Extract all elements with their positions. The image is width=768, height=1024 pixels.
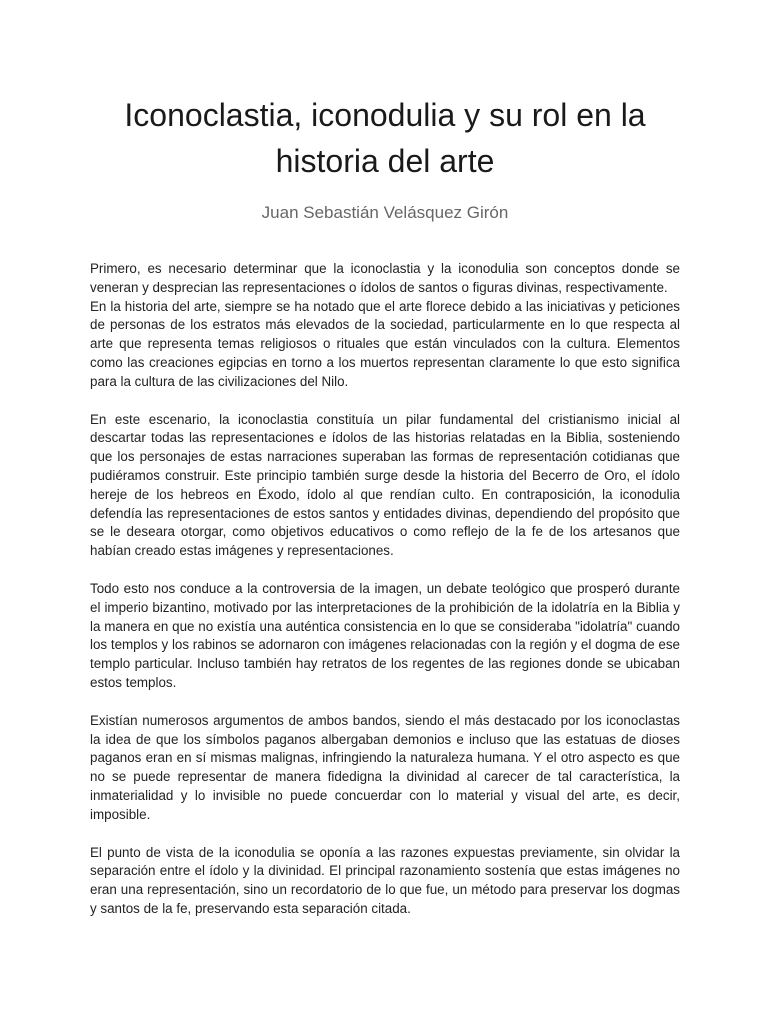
paragraph-5 [90, 844, 680, 919]
paragraph-1-part-2: En la historia del arte, siempre se ha notado que el arte florece debido a las iniciativas y peticiones de personas de los estratos más elevados de la sociedad, particularmente en lo que respecta al arte que representa temas religiosos o rituales que están vinculados con la cultura. Elementos como las creaciones egipcias en torno a los muertos representan claramente lo que esto significa para la cultura de las civilizaciones del Nilo. [90, 298, 680, 389]
paragraph-5-part-1: El punto de vista de la iconodulia se oponía a las razones expuestas previamente, sin olvidar la separación entre el ídolo y la divinidad. El principal razonamiento sostenía que estas imágenes no eran una representación, sino un recordatorio de lo que fue, un método para preservar los dogmas y santos de la fe, preservando esta separación citada. [90, 844, 680, 916]
paragraph-4 [90, 712, 680, 825]
paragraph-2-part-1: En este escenario, la iconoclastia constituía un pilar fundamental del cristianismo inicial al descartar todas las representaciones e ídolos de las historias relatadas en la Biblia, sosteniendo que los personajes de estas narraciones superaban las formas de representación cotidianas que pudiéramos construir. Este principio también surge desde la historia del Becerro de Oro, el ídolo hereje de los hebreos en Éxodo, ídolo al que rendían culto. En contraposición, la iconodulia defendía las representaciones de estos santos y entidades divinas, dependiendo del propósito que se le deseara otorgar, como objetivos educativos o como reflejo de la fe de los artesanos que habían creado estas imágenes y representaciones. [90, 411, 680, 559]
document-title: Iconoclastia, iconodulia y su rol en la historia del arte [124, 97, 646, 179]
paragraph-3 [90, 580, 680, 693]
document-body [90, 260, 680, 919]
paragraph-1 [90, 260, 680, 392]
paragraph-1-part-1: Primero, es necesario determinar que la iconoclastia y la iconodulia son conceptos donde se veneran y desprecian las representaciones o ídolos de santos o figuras divinas, respectivamente. [90, 261, 680, 295]
paragraph-4-part-1: Existían numerosos argumentos de ambos bandos, siendo el más destacado por los iconoclastas la idea de que los símbolos paganos albergaban demonios e incluso que las estatuas de dioses paganos eran en sí mismas malignas, infringiendo la naturaleza humana. Y el otro aspecto es que no se puede representar de manera fidedigna la divinidad al carecer de tal característica, la inmaterialidad y lo invisible no puede concuerdar con lo material y visual del arte, es decir, imposible. [90, 712, 680, 822]
paragraph-2 [90, 411, 680, 561]
document-author: Juan Sebastián Velásquez Girón [261, 203, 509, 222]
paragraph-3-part-1: Todo esto nos conduce a la controversia de la imagen, un debate teológico que prosperó durante el imperio bizantino, motivado por las interpretaciones de la prohibición de la idolatría en la Biblia y la manera en que no existía una auténtica consistencia en lo que se consideraba "idolatría" cuando los templos y los rabinos se adornaron con imágenes relacionadas con la región y el dogma de ese templo particular. Incluso también hay retratos de los regentes de las regiones donde se ubicaban estos templos. [90, 580, 680, 690]
